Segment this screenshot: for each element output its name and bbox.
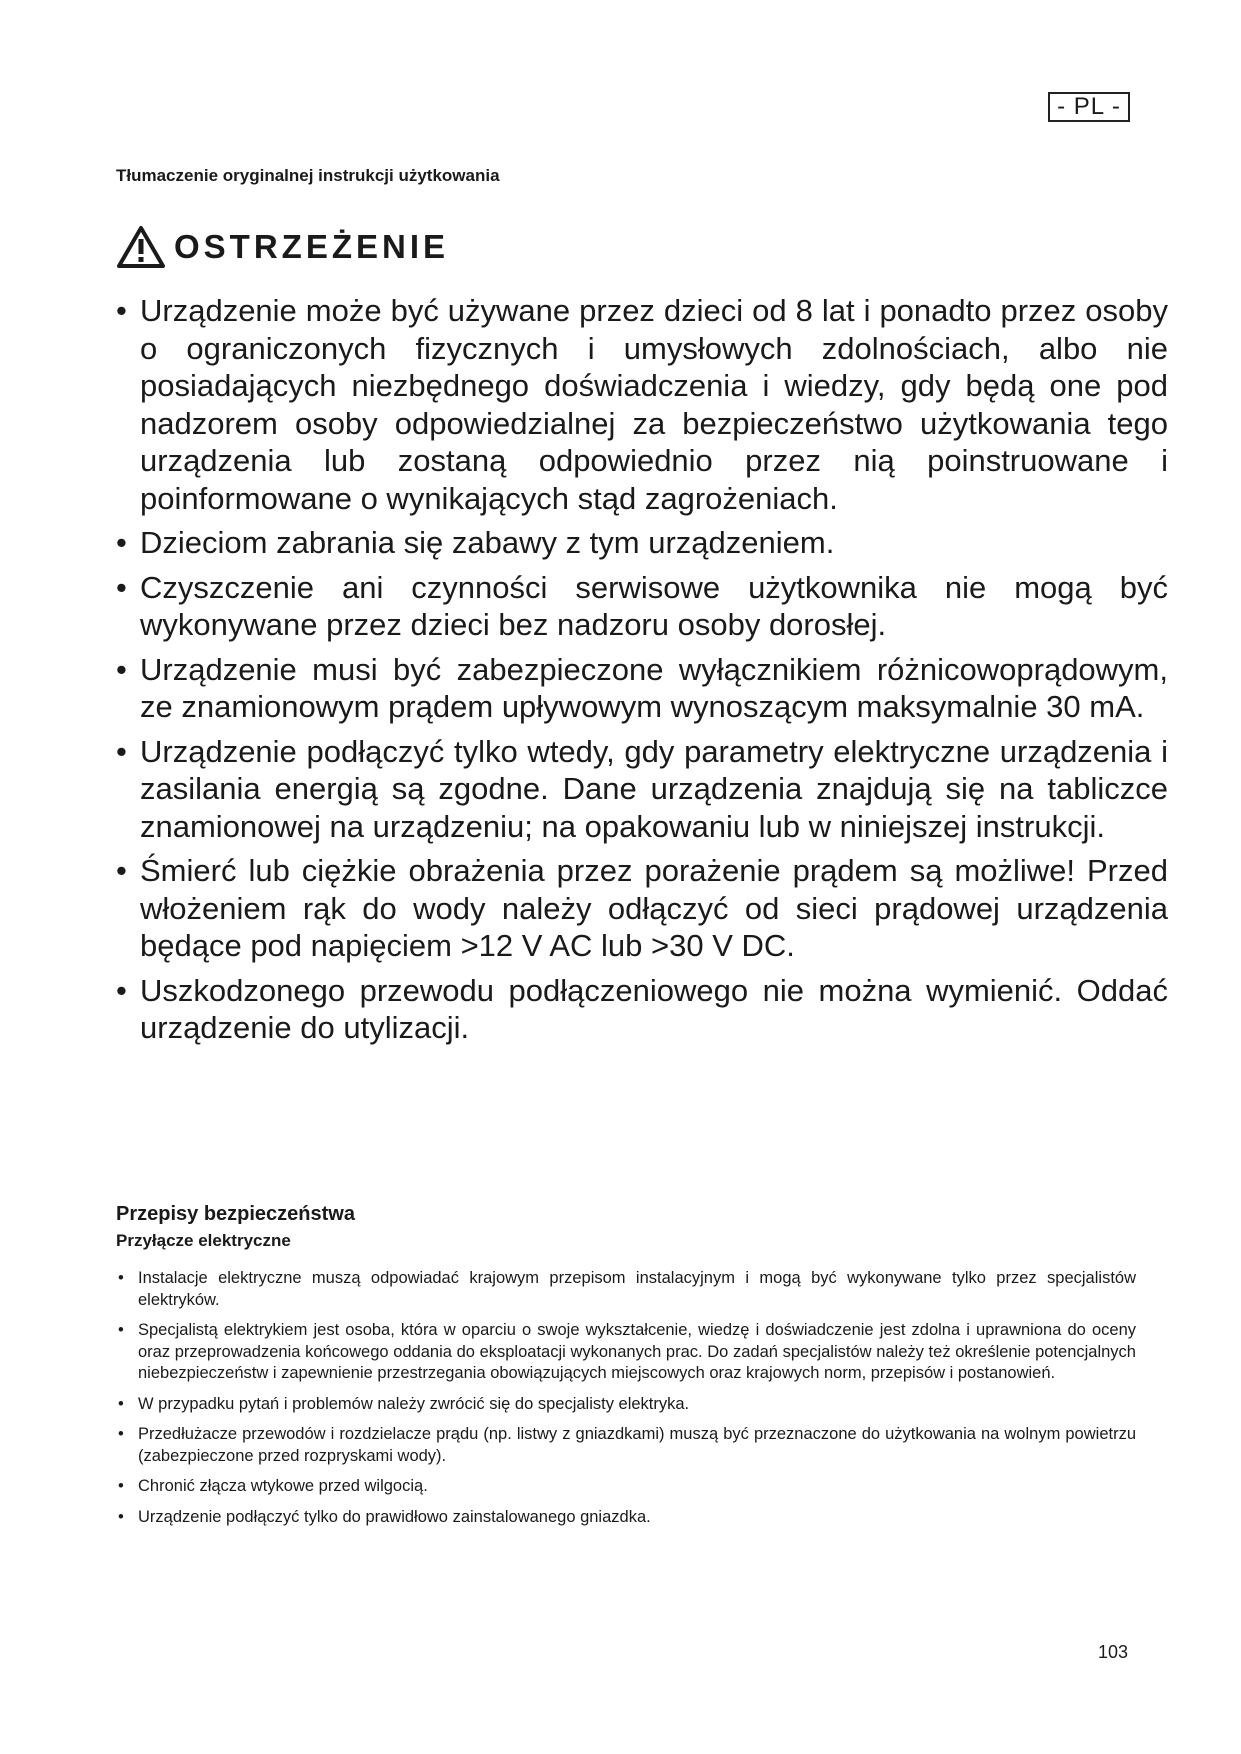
- safety-rule-item: • Specjalistą elektrykiem jest osoba, która w oparciu o swoje wykształcenie, wiedzę i doświadczenie jest zdolna i uprawniona do oceny oraz przeprowadzenia końcowego oddania do eksploatacji wykonanych prac. Do zadań specjalistów należy też określenie potencjalnych niebezpieczeństw i zapewnienie przestrzegania obowiązujących miejscowych oraz krajowych norm, przepisów i postanowień.: [116, 1320, 1136, 1385]
- warning-item: • Urządzenie podłączyć tylko wtedy, gdy parametry elektryczne urządzenia i zasilania energią są zgodne. Dane urządzenia znajdują się na tabliczce znamionowej na urządzeniu; na opakowaniu lub w niniejszej instrukcji.: [116, 733, 1168, 846]
- warning-item: • Czyszczenie ani czynności serwisowe użytkownika nie mogą być wykonywane przez dzieci bez nadzoru osoby dorosłej.: [116, 569, 1168, 644]
- safety-rule-item: • Instalacje elektryczne muszą odpowiadać krajowym przepisom instalacyjnym i mogą być wykonywane tylko przez specjalistów elektryków.: [116, 1268, 1136, 1311]
- document-subtitle: Tłumaczenie oryginalnej instrukcji użytkowania: [116, 166, 500, 185]
- language-tag: - PL -: [1048, 92, 1130, 122]
- warning-triangle-icon: [116, 225, 166, 269]
- warning-item: • Dzieciom zabrania się zabawy z tym urządzeniem.: [116, 524, 1168, 562]
- warning-item: • Uszkodzonego przewodu podłączeniowego nie można wymienić. Oddać urządzenie do utylizacji.: [116, 972, 1168, 1047]
- warning-item: • Śmierć lub ciężkie obrażenia przez porażenie prądem są możliwe! Przed włożeniem rąk do wody należy odłączyć od sieci prądowej urządzenia będące pod napięciem >12 V AC lub >30 V DC.: [116, 852, 1168, 965]
- safety-rule-item: • W przypadku pytań i problemów należy zwrócić się do specjalisty elektryka.: [116, 1394, 1136, 1416]
- safety-rule-item: • Urządzenie podłączyć tylko do prawidłowo zainstalowanego gniazdka.: [116, 1507, 1136, 1529]
- warning-item: • Urządzenie musi być zabezpieczone wyłącznikiem różnicowoprądowym, ze znamionowym prądem upływowym wynoszącym maksymalnie 30 mA.: [116, 651, 1168, 726]
- warning-title: OSTRZEŻENIE: [174, 228, 450, 265]
- safety-rule-item: • Przedłużacze przewodów i rozdzielacze prądu (np. listwy z gniazdkami) muszą być przeznaczone do użytkowania na wolnym powietrzu (zabezpieczone przed rozpryskami wody).: [116, 1424, 1136, 1467]
- safety-section-subtitle: Przyłącze elektryczne: [116, 1231, 291, 1250]
- safety-section-title: Przepisy bezpieczeństwa: [116, 1203, 355, 1225]
- page-number: 103: [1098, 1642, 1129, 1662]
- warning-item: • Urządzenie może być używane przez dzieci od 8 lat i ponadto przez osoby o ograniczonych fizycznych i umysłowych zdolnościach, albo nie posiadających niezbędnego doświadczenia i wiedzy, gdy będą one pod nadzorem osoby odpowiedzialnej za bezpieczeństwo użytkowania tego urządzenia lub zostaną odpowiednio przez nią poinstruowane i poinformowane o wynikających stąd zagrożeniach.: [116, 292, 1168, 517]
- safety-rules-list: [116, 1268, 1136, 1537]
- warning-list: [116, 292, 1168, 1054]
- warning-heading: [116, 225, 449, 269]
- safety-rule-item: • Chronić złącza wtykowe przed wilgocią.: [116, 1476, 1136, 1498]
